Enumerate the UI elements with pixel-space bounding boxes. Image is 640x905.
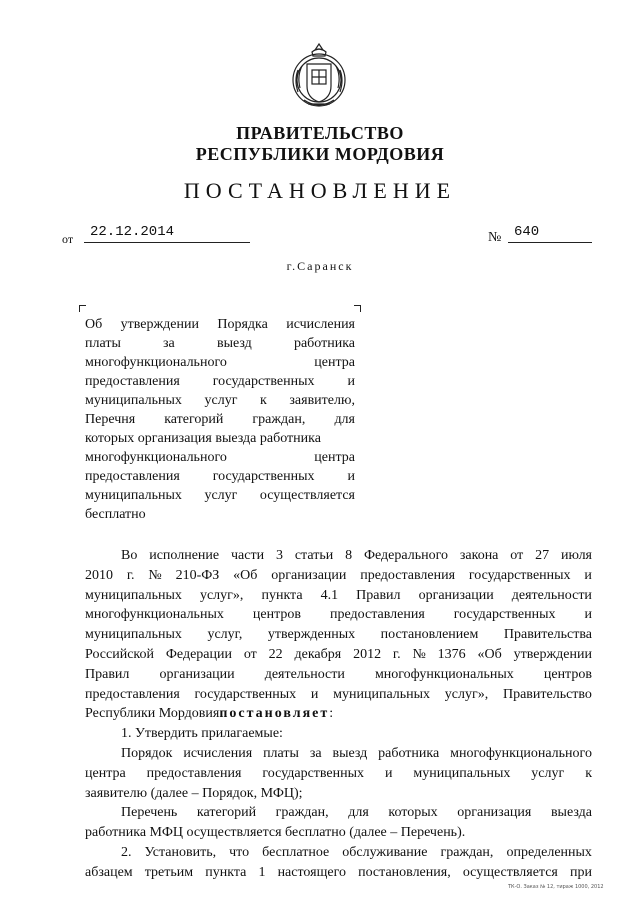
subject-word: для [334,412,355,427]
word: при [569,864,592,880]
subject-word: предоставления [85,374,180,389]
word: Установить, [144,844,217,860]
subject-word: муниципальных [85,393,182,408]
word: «Об [477,646,502,662]
word: г. [392,646,401,662]
subject-word: Об [85,317,103,332]
date-number-row [62,224,602,248]
word: пункта [261,587,303,603]
subject-word: категорий [164,412,224,427]
word: организации [271,567,347,583]
word: муниципальных [333,686,431,702]
subject-line [85,467,355,486]
subject-line [85,429,355,448]
body-line [85,546,592,566]
word: 22 [268,646,283,662]
word: 4.1 [320,587,339,603]
subject-word: исчисления [286,317,355,332]
date-prefix: от [62,232,74,246]
body-line-resolves [85,704,592,724]
body-line [85,863,592,883]
subject-brackets [85,305,355,315]
subject-word: центра [314,450,355,465]
subject-word: государственных [212,374,315,389]
word: услуг, [207,627,243,643]
subject-word: и [347,374,355,389]
word: за [309,745,322,761]
word: статьи [294,548,334,563]
word: организация [457,805,532,821]
word: муниципальных [85,587,182,603]
body-line: работника МФЦ осуществляется бесплатно (далее – Перечень). [85,825,466,841]
word: части [231,548,265,563]
body-line [85,645,592,665]
subject-word: Порядка [217,317,268,332]
org-title-line2: РЕСПУБЛИКИ МОРДОВИЯ [195,144,445,164]
word: граждан, [440,844,494,860]
word: абзацем [85,864,133,880]
word: предоставления [330,607,425,623]
word: многофункциональных [85,607,224,623]
word: утвержденных [267,627,356,643]
word: Российской [85,646,154,662]
subject-word: услуг [204,488,238,503]
body-line [85,744,592,764]
word: обслуживание [342,844,428,860]
word: настоящего [277,864,346,880]
city: г.Саранск [286,259,354,273]
word: осуществляется [462,864,558,880]
word: категорий [196,805,257,821]
body-line [85,605,592,625]
word: Перечень [121,805,178,821]
word: деятельности [264,666,345,682]
colon: : [329,706,334,722]
word: и [584,567,592,583]
subject-word: за [163,336,175,351]
body-line [85,685,592,705]
word: государственных [468,567,571,583]
word: определенных [506,844,592,860]
subject-word: которых организация выезда работника [85,431,321,446]
word: для [348,805,369,821]
word: № [148,567,162,583]
word: Федерального [363,548,448,563]
word: от [243,646,257,662]
print-code: ТК-О. Заказ № 12, тираж 1000, 2012 [508,884,604,890]
word: услуг [531,765,565,781]
word: работника [378,745,440,761]
word: предоставления [360,567,456,583]
word: государственных [194,686,297,702]
subject-word: граждан, [252,412,306,427]
subject-word: и [347,469,355,484]
word: 3 [275,548,283,563]
word: организации [418,587,494,603]
coat-of-arms-icon [288,40,350,112]
word: услуг», [444,686,489,702]
document-number: 640 [508,224,592,243]
body-line: заявителю (далее – Порядок, МФЦ); [85,785,303,801]
word: постановления, [358,864,451,880]
item-2 [85,843,592,863]
body-line [85,764,592,784]
word: Правительства [503,627,592,643]
subject-line [85,391,355,410]
subject-word: осуществляется [259,488,355,503]
subject-word: предоставления [85,469,180,484]
subject-word: многофункционального [85,355,227,370]
body-text: Республики Мордовия [85,706,220,722]
document-subject [85,315,355,524]
word: предоставления [85,686,180,702]
word: от [510,548,524,563]
body-line [85,625,592,645]
subject-line [85,486,355,505]
subject-word: платы [85,336,121,351]
number-prefix: № [488,230,502,245]
word: и [310,686,319,702]
subject-line [85,410,355,429]
word: что [229,844,250,860]
body-line [85,665,592,685]
word: 1376 [437,646,466,662]
word: граждан, [275,805,329,821]
word: пункта [205,864,247,880]
word: исполнение [149,548,220,563]
word: третьим [144,864,194,880]
word: 2012 [353,646,382,662]
subject-word: услуг [204,393,238,408]
body-line [85,566,592,586]
subject-line [85,315,355,334]
word: организации [159,666,235,682]
word: 1 [258,864,266,880]
word: 2. [121,844,132,860]
subject-word: к [260,393,267,408]
word: Во [121,548,138,563]
word: Правительство [502,686,592,702]
subject-line [85,505,355,524]
word: муниципальных [413,765,511,781]
word: центра [85,765,126,781]
subject-line [85,372,355,391]
word: выезда [550,805,592,821]
document-body [85,546,592,883]
word: 27 [535,548,550,563]
subject-line [85,334,355,353]
word: предоставления [146,765,242,781]
subject-word: государственных [212,469,315,484]
subject-word: выезд [216,336,252,351]
word: утверждении [513,646,592,662]
word: государственных [453,607,556,623]
item-1: 1. Утвердить прилагаемые: [121,726,283,742]
subject-word: Перечня [85,412,136,427]
word: выезд [332,745,368,761]
subject-word: муниципальных [85,488,182,503]
word: 8 [345,548,353,563]
word: Порядок [121,745,173,761]
word: Федерации [165,646,232,662]
org-title-line1: ПРАВИТЕЛЬСТВО [236,123,404,143]
body-line [85,586,592,606]
word: закона [459,548,499,563]
word: муниципальных [85,627,182,643]
subject-word: центра [314,355,355,370]
word: «Об [233,567,258,583]
word: многофункционального [450,745,592,761]
subject-word: работника [293,336,355,351]
word: деятельности [511,587,592,603]
resolves-word: постановляет [219,706,330,722]
document-type: ПОСТАНОВЛЕНИЕ [183,178,457,203]
word: бесплатное [262,844,330,860]
word: исчисления [183,745,253,761]
word: многофункциональных [374,666,514,682]
word: № [412,646,426,662]
word: услуг», [199,587,244,603]
body-line [85,803,592,823]
word: платы [263,745,299,761]
word: г. [126,567,135,583]
subject-word: утверждении [120,317,199,332]
subject-word: бесплатно [85,507,146,522]
document-date: 22.12.2014 [84,224,250,243]
word: и [384,765,393,781]
word: к [585,765,592,781]
word: Правил [356,587,401,603]
subject-line [85,448,355,467]
word: центров [252,607,301,623]
subject-word: заявителю, [289,393,355,408]
word: и [584,607,592,623]
word: 210-ФЗ [175,567,220,583]
subject-word: многофункционального [85,450,227,465]
word: которых [388,805,438,821]
word: 2010 [85,567,113,583]
word: государственных [262,765,365,781]
word: постановлением [380,627,479,643]
subject-line [85,353,355,372]
word: июля [560,548,592,563]
word: декабря [294,646,342,662]
word: Правил [85,666,130,682]
word: центров [543,666,592,682]
